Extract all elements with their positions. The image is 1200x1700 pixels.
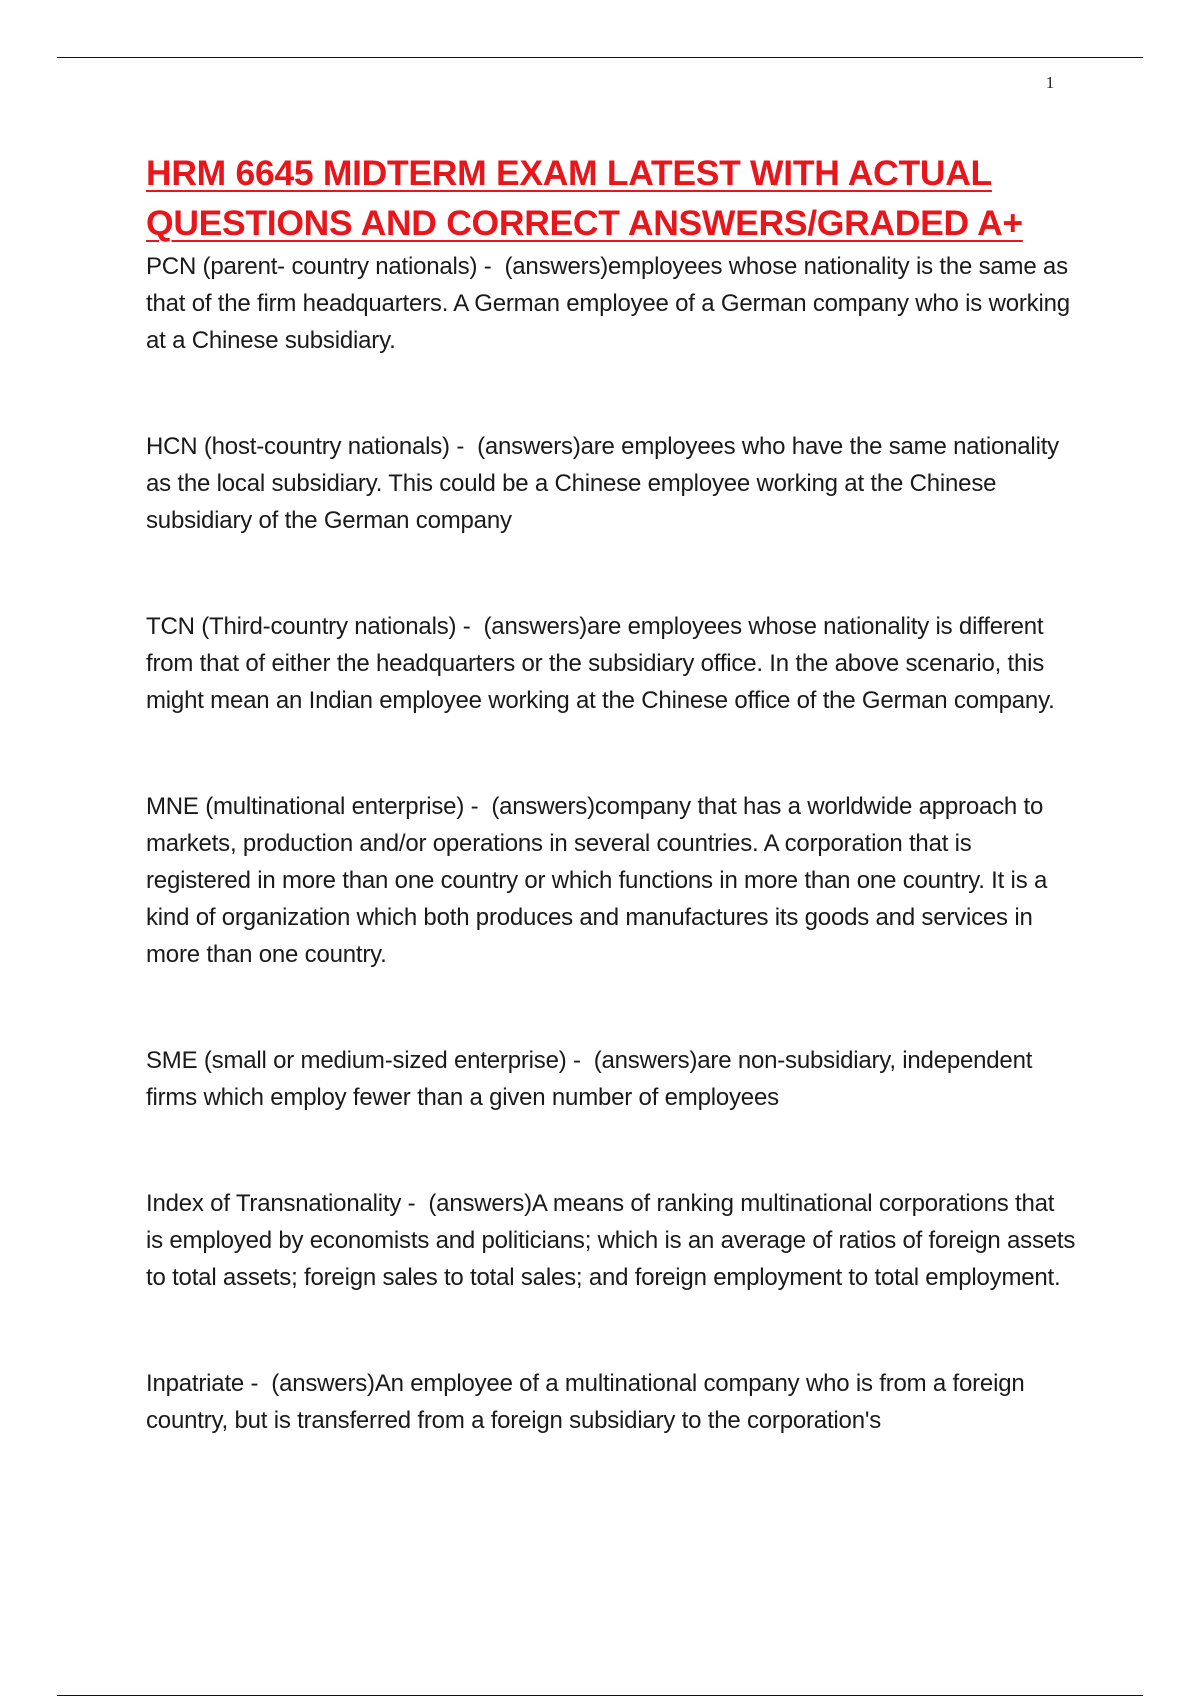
answer-text: (answers)employees whose nationality is the same as that of the firm headquarters. A German employee of a German company who is working at a Chinese subsidiary.	[146, 253, 1070, 354]
question-term: PCN (parent- country nationals) -	[146, 253, 504, 280]
question-term: TCN (Third-country nationals) -	[146, 613, 484, 640]
page-number: 1	[1045, 73, 1055, 92]
qa-entry-sme	[146, 1042, 1076, 1116]
answer-text: (answers)are employees who have the same nationality as the local subsidiary. This could be a Chinese employee working at the Chinese subsidiary of the German company	[146, 433, 1059, 534]
qa-entry-mne	[146, 788, 1076, 973]
header-rule	[57, 57, 1143, 58]
answer-text: (answers)An employee of a multinational company who is from a foreign country, but is transferred from a foreign subsidiary to the corporation's	[146, 1370, 1025, 1434]
document-body	[146, 148, 1076, 1439]
qa-entry-inpatriate	[146, 1365, 1076, 1439]
qa-entry-hcn	[146, 428, 1076, 539]
footer-rule	[57, 1695, 1143, 1696]
question-term: MNE (multinational enterprise) -	[146, 793, 491, 820]
answer-text: (answers)are employees whose nationality is different from that of either the headquarters or the subsidiary office. In the above scenario, this might mean an Indian employee working at the Chinese office of the German company.	[146, 613, 1055, 714]
document-title: HRM 6645 MIDTERM EXAM LATEST WITH ACTUAL QUESTIONS AND CORRECT ANSWERS/GRADED A+	[146, 153, 1023, 243]
question-term: Inpatriate -	[146, 1370, 271, 1397]
answer-text: (answers)A means of ranking multinational corporations that is employed by economists and politicians; which is an average of ratios of foreign assets to total assets; foreign sales to total sales; and foreign employment to total employment.	[146, 1190, 1076, 1291]
qa-entry-index-of-transnationality	[146, 1185, 1076, 1296]
question-term: HCN (host-country nationals) -	[146, 433, 477, 460]
qa-entry-pcn	[146, 248, 1076, 359]
question-term: SME (small or medium-sized enterprise) -	[146, 1047, 594, 1074]
answer-text: (answers)are non-subsidiary, independent firms which employ fewer than a given number of employees	[146, 1047, 1033, 1111]
question-term: Index of Transnationality -	[146, 1190, 428, 1217]
qa-entry-tcn	[146, 608, 1076, 719]
answer-text: (answers)company that has a worldwide approach to markets, production and/or operations in several countries. A corporation that is registered in more than one country or which functions in more than one country. It is a kind of organization which both produces and manufactures its goods and services in more than one country.	[146, 793, 1048, 968]
